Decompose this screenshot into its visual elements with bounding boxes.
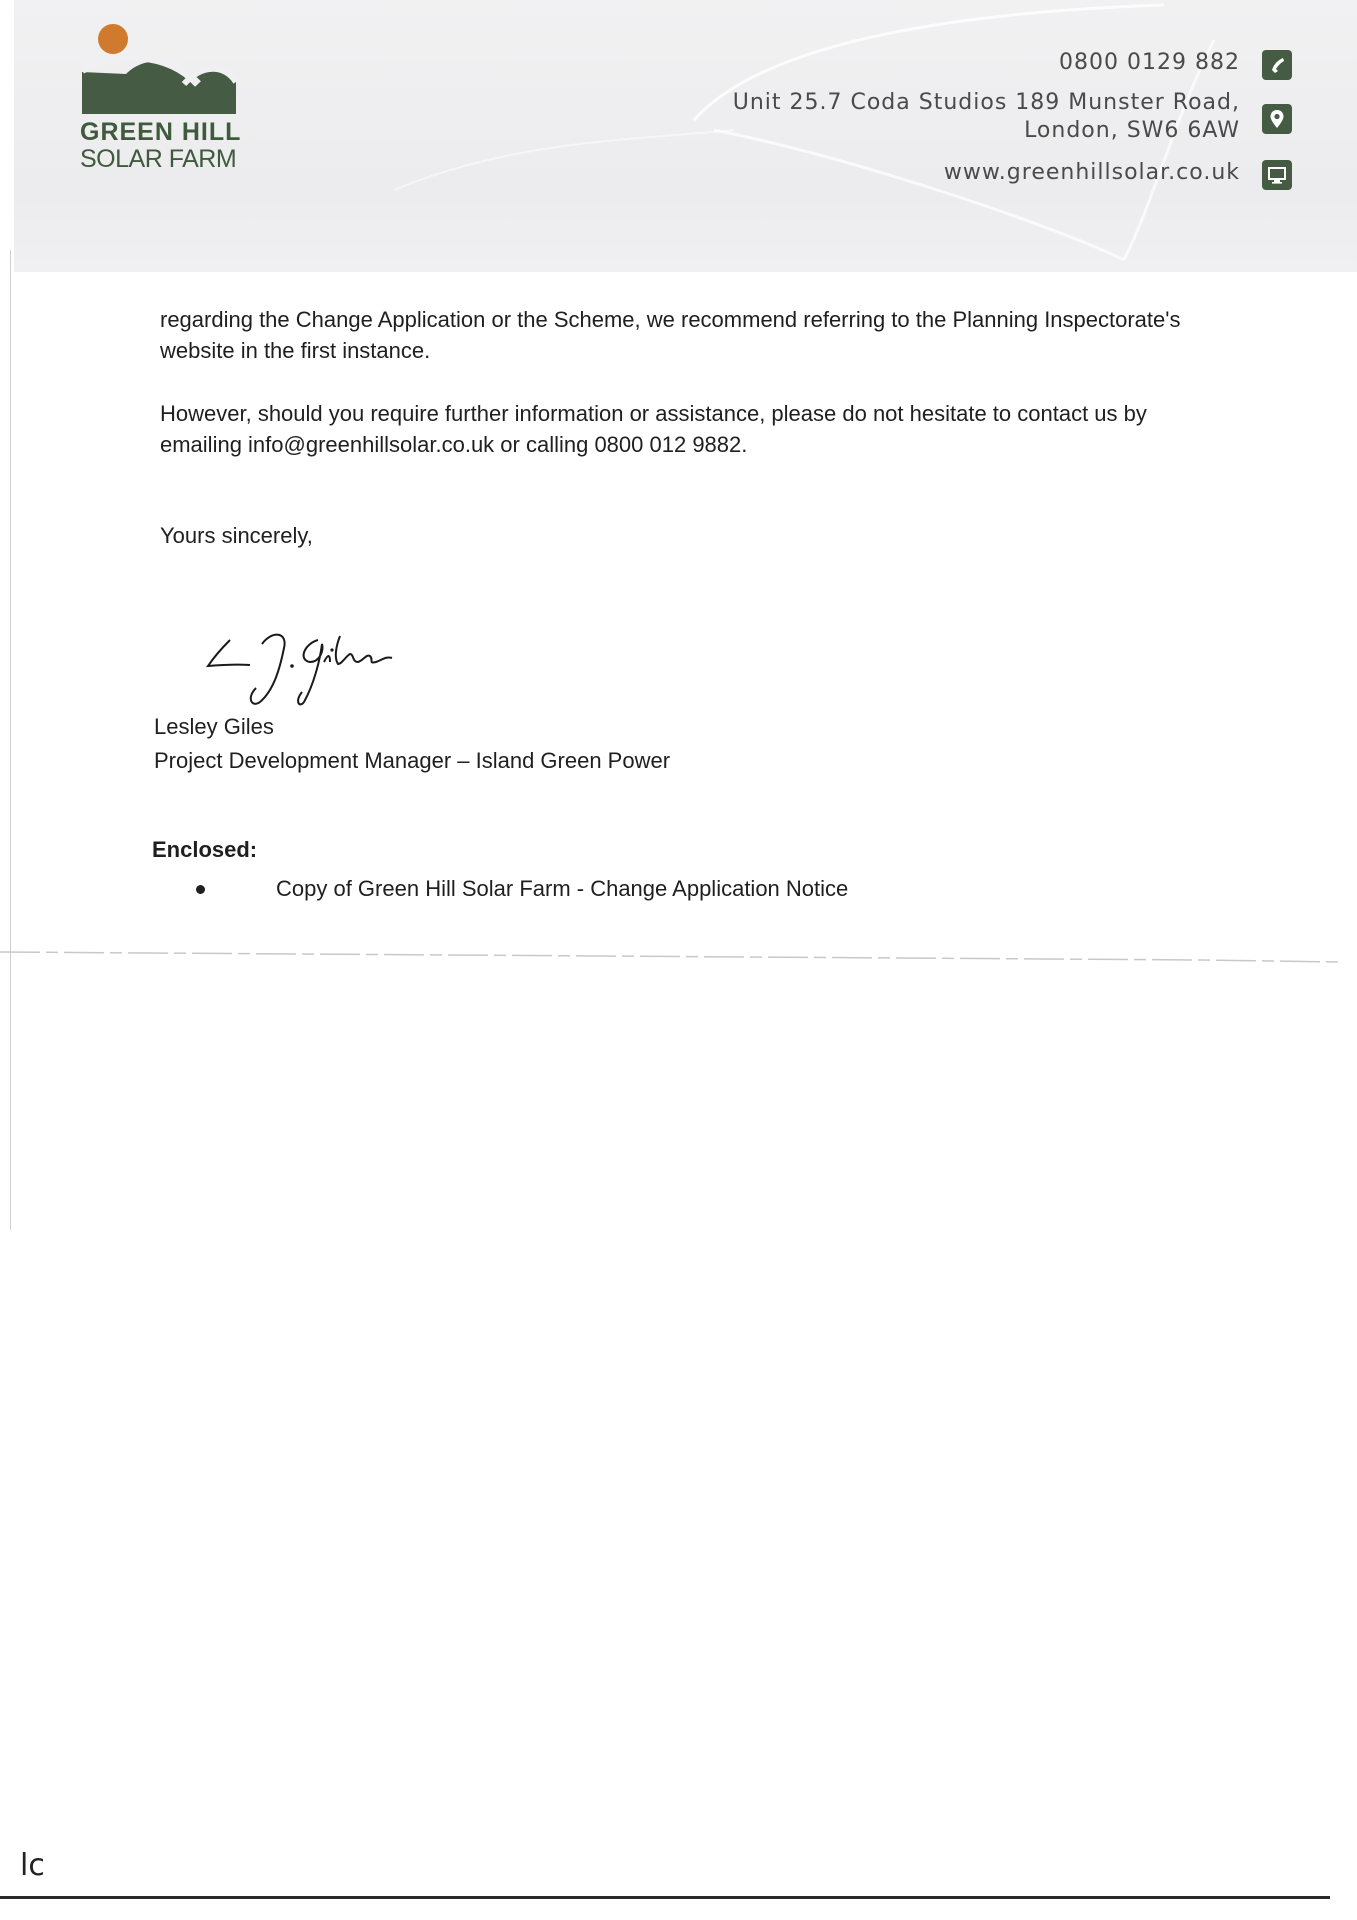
handwritten-page-annotation: lc — [20, 1848, 45, 1883]
enclosed-item: Copy of Green Hill Solar Farm - Change Application Notice — [276, 876, 849, 901]
monitor-icon — [1262, 160, 1292, 190]
phone-icon — [1262, 50, 1292, 80]
sun-and-hills-logo-icon — [76, 22, 246, 118]
company-logo — [76, 22, 246, 182]
handwritten-signature — [200, 610, 420, 710]
location-pin-icon — [1262, 104, 1292, 134]
scan-edge — [10, 250, 11, 1230]
signer-title: Project Development Manager – Island Green Power — [154, 748, 671, 773]
contact-phone: 0800 0129 882 — [1059, 50, 1240, 75]
scan-bottom-edge — [0, 1896, 1330, 1899]
letter-closing: Yours sincerely, — [160, 523, 313, 548]
contact-website: www.greenhillsolar.co.uk — [943, 160, 1240, 185]
logo-text-line2: SOLAR FARM — [80, 145, 237, 173]
letter-paragraph-1: regarding the Change Application or the Scheme, we recommend referring to the Planning Inspectorate's website in the first instance. — [160, 307, 1181, 363]
enclosed-label: Enclosed: — [152, 837, 258, 862]
contact-address-line1: Unit 25.7 Coda Studios 189 Munster Road, — [732, 90, 1240, 115]
paper-fold-line — [0, 946, 1357, 966]
logo-text-line1: GREEN HILL — [80, 118, 242, 146]
bullet-icon — [196, 885, 205, 894]
signer-name: Lesley Giles — [154, 714, 274, 739]
contact-address-line2: London, SW6 6AW — [1024, 118, 1240, 143]
letter-paragraph-2: However, should you require further information or assistance, please do not hesitate to contact us by emailing info@greenhillsolar.co.uk or calling 0800 012 9882. — [160, 401, 1147, 457]
